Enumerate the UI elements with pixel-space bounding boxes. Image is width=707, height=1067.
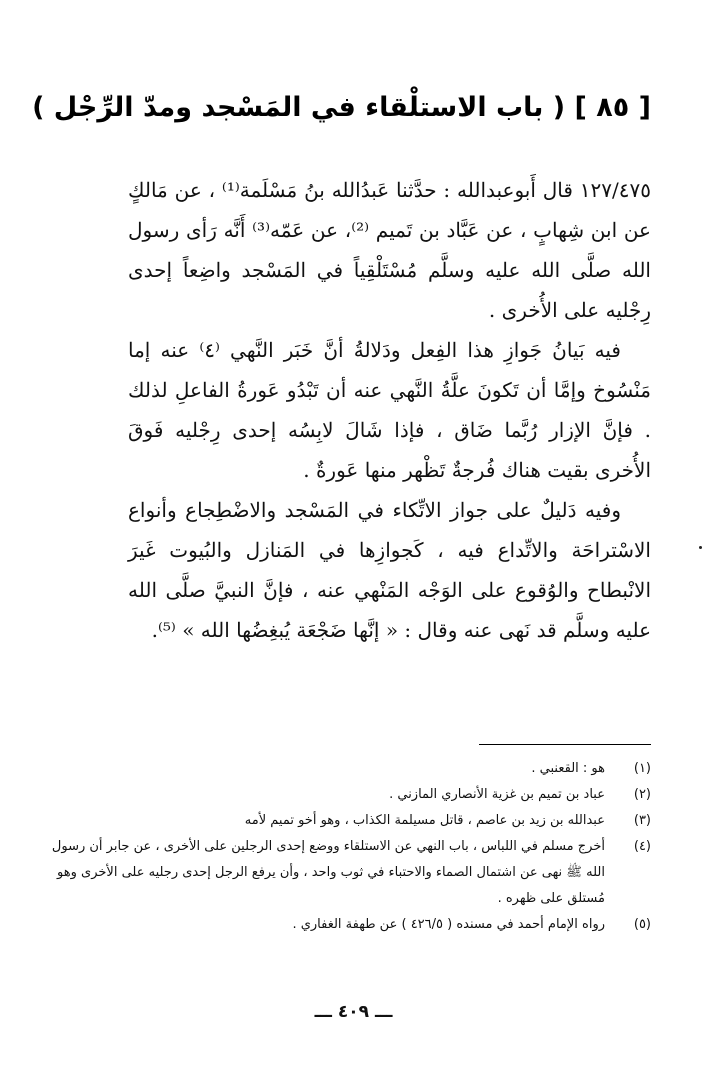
footnote-text: أخرج مسلم في اللباس ، باب النهي عن الاستلقاء ووضع إحدى الرجلين على الأخرى ، عن جابر أن رسول الله ﷺ نهى عن اشتمال الصماء والاحتباء في ثوب واحد ، وأن يرفع الرجل إحدى رجليه على الأخرى وهو مُستلق على ظهره . (51, 839, 605, 906)
footnote-number: (٢) (633, 787, 651, 802)
chapter-heading: [ ٨٥ ] ( باب الاستلْقاء في المَسْجد ومدّ الرِّجْل ) (32, 92, 651, 123)
footnote-text: عبدالله بن زيد بن عاصم ، قاتل مسيلمة الكذاب ، وهو أخو تميم لأمه (244, 813, 605, 828)
page-number: ـــ ٤٠٩ ـــ (314, 1002, 393, 1022)
footnote-item (48, 756, 651, 782)
footnote-number: (٤) (633, 839, 651, 854)
commentary-paragraph-1: فيه بَيانُ جَوازِ هذا الفِعل ودَلالةُ أنَّ خَبَر النَّهي ⁽٤⁾ عنه إما مَنْسُوخ وإمَّا أن تَكونَ علَّةُ النَّهي عنه أن تَبْدُو عَورةُ الفاعلِ لذلك . فإنَّ الإزار رُبَّما ضَاق ، فإذا شَالَ لابِسُه إحدى رِجْليه فَوقَ الأُخرى بقيت هناك فُرجةٌ تَظْهر منها عَورةٌ . (128, 338, 651, 482)
footnote-text: هو : القعنبي . (531, 761, 605, 776)
footnote-item (48, 912, 651, 938)
footnote-number: (٥) (633, 917, 651, 932)
footnote-number: (١) (633, 761, 651, 776)
footnote-number: (٣) (633, 813, 651, 828)
main-text (128, 170, 651, 650)
footnote-item (48, 834, 651, 912)
commentary-paragraph-2: وفيه دَليلٌ على جواز الاتِّكاء في المَسْجد والاضْطِجاع وأنواع الاسْتراحَة والاتِّداع فيه ، كَجوازِها في المَنازل والبُيوت غَيرَ الانْبطاح والوُقوع على الوَجْه المَنْهي عنه ، فإنَّ النبيَّ صلَّى الله عليه وسلَّم قد نَهى عنه وقال : « إنَّها ضَجْعَة يُبغِضُها الله » ⁽⁵⁾. (128, 498, 651, 642)
footnote-item (48, 808, 651, 834)
footnote-separator (479, 744, 651, 745)
footnote-text: عباد بن تميم بن غزية الأنصاري المازني . (389, 787, 605, 802)
footnote-text: رواه الإمام أحمد في مسنده ( ٤٢٦/٥ ) عن طهفة الغفاري . (292, 917, 605, 932)
hadith-paragraph: ١٢٧/٤٧٥ قال أَبوعبدالله : حدَّثنا عَبدُالله بنُ مَسْلَمة⁽¹⁾ ، عن مَالكٍ عن ابن شِهابٍ ، عن عَبَّاد بن تَميم ⁽²⁾، عن عَمّه⁽³⁾ أَنَّه رَأى رسول الله صلَّى الله عليه وسلَّم مُسْتَلْقِياً في المَسْجد واضِعاً إحدى رِجْليه على الأُخرى . (128, 178, 651, 322)
footnote-item (48, 782, 651, 808)
footnotes (48, 756, 651, 938)
scan-speck (699, 546, 702, 549)
